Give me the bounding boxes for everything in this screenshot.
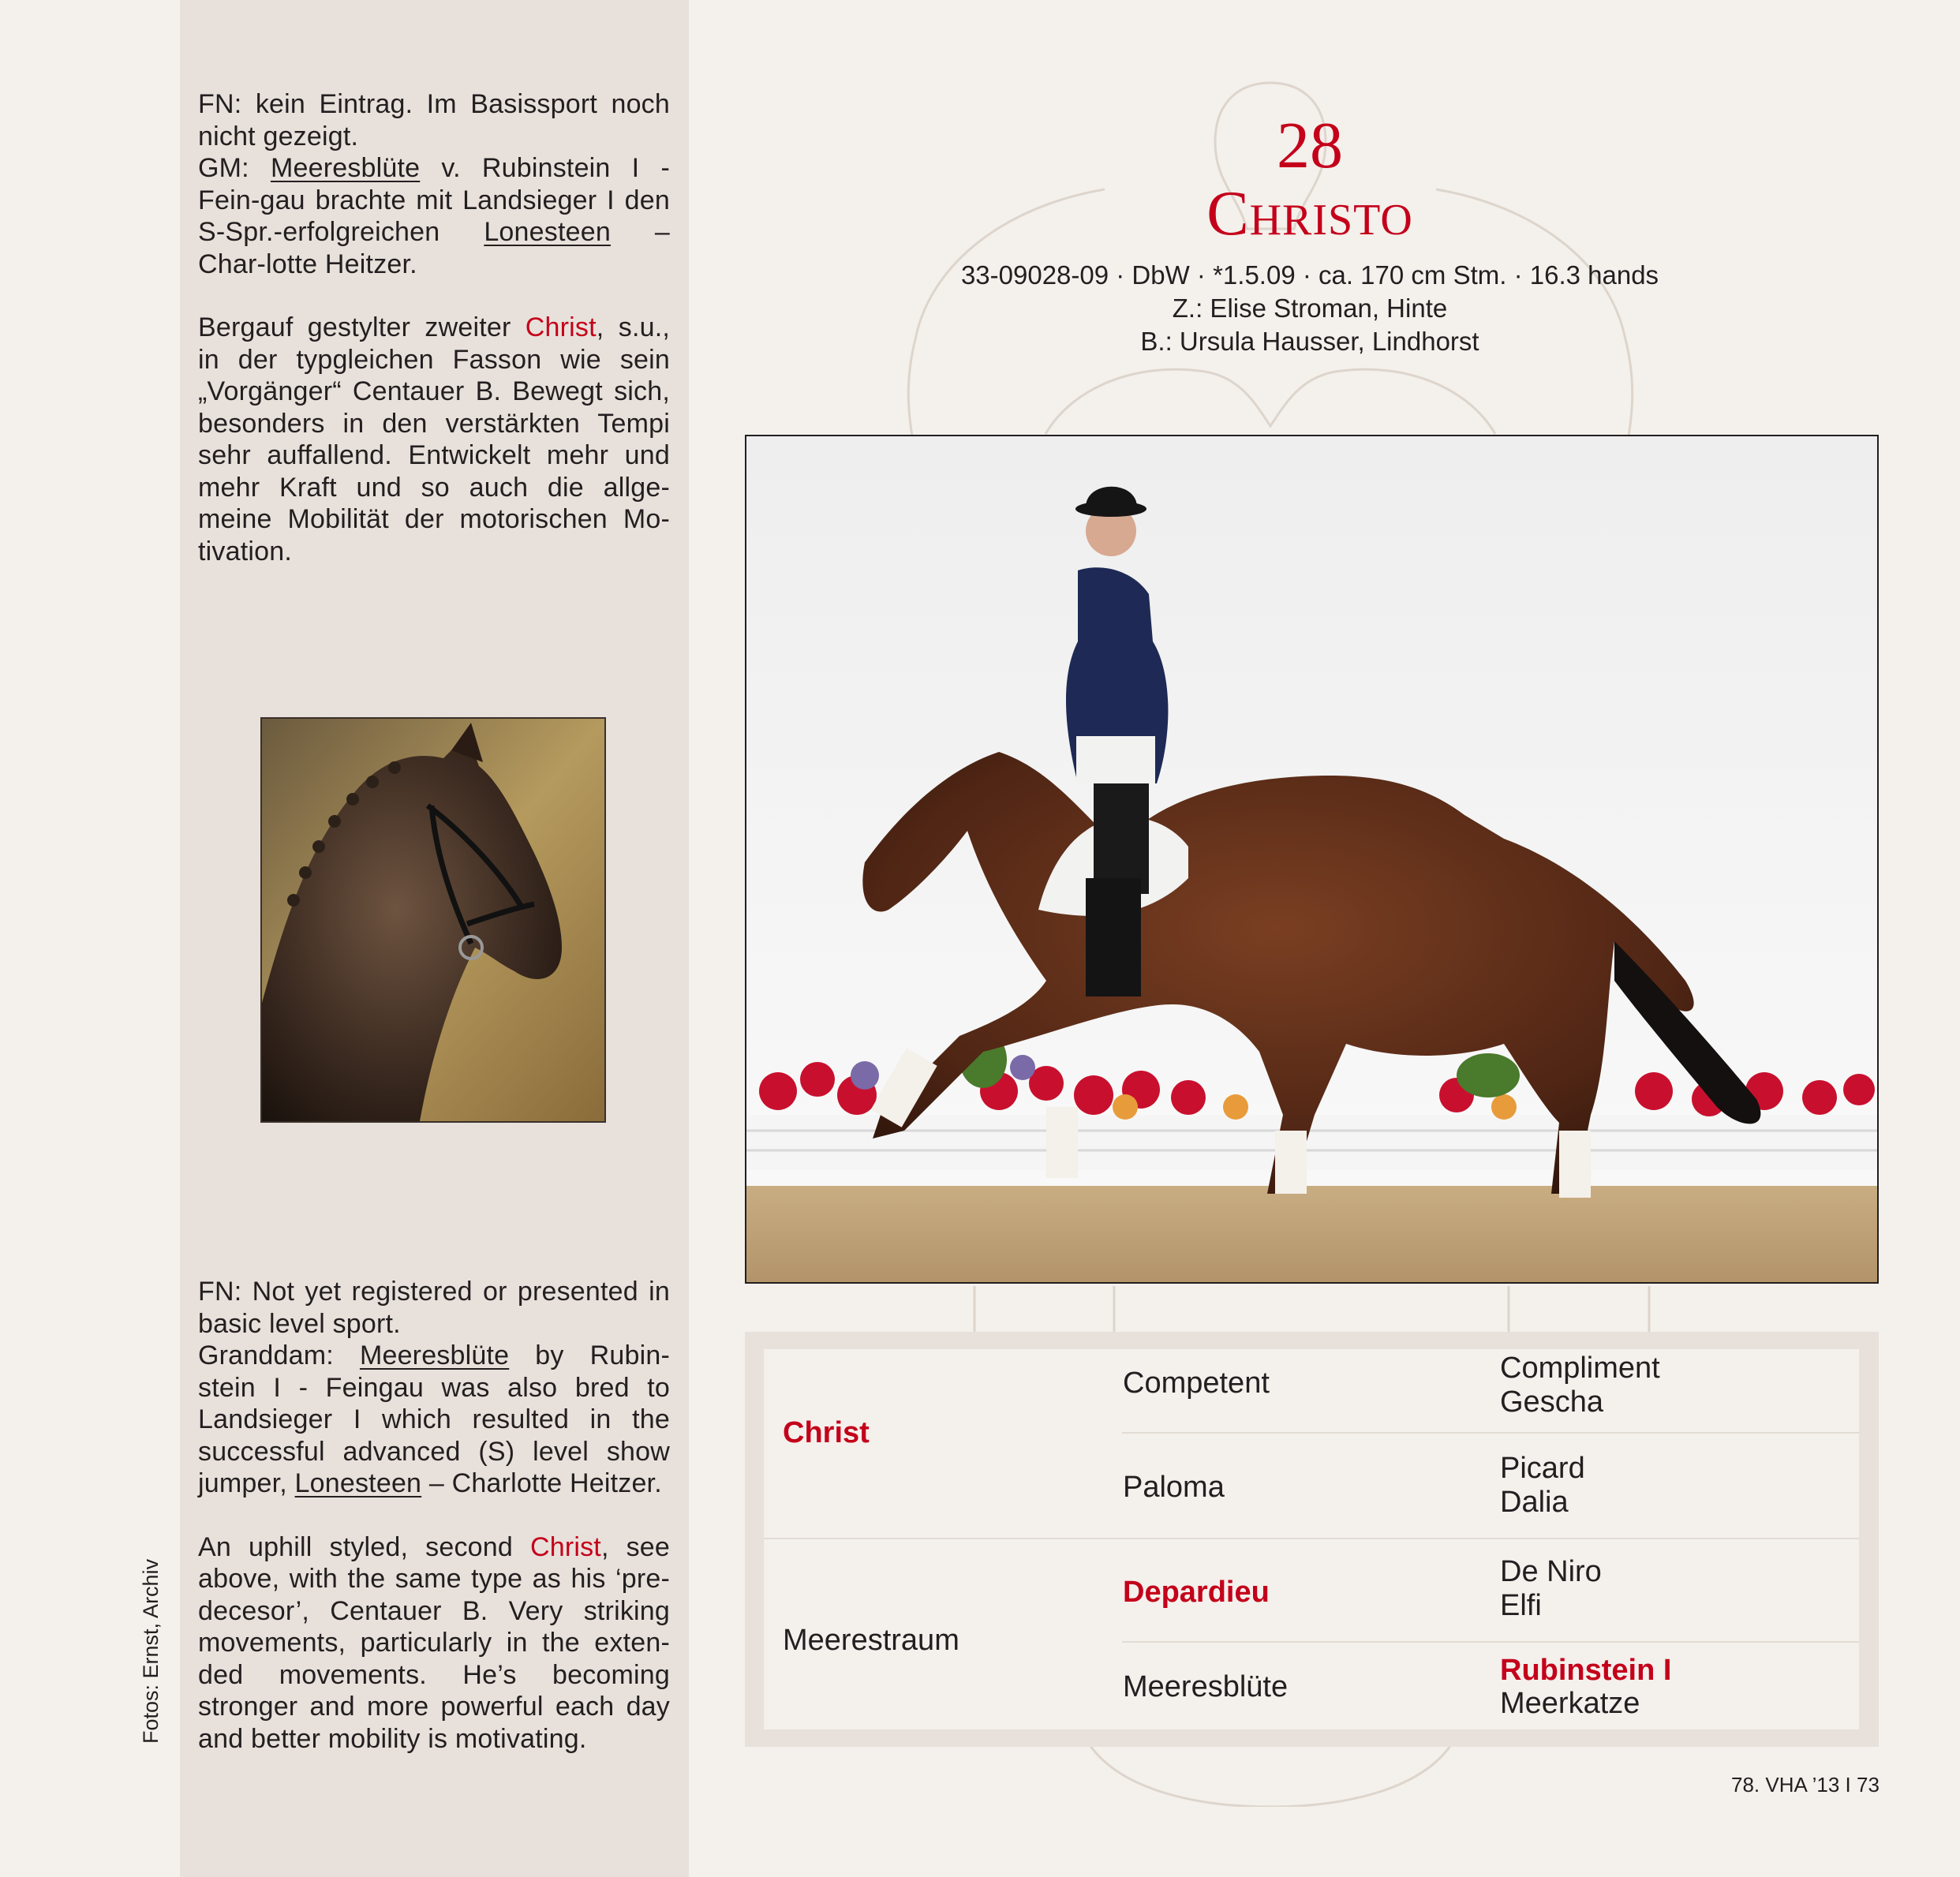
fn-line2: nicht gezeigt.: [198, 121, 359, 151]
pedigree-ddd: Meerkatze: [1500, 1687, 1640, 1720]
german-description: [198, 312, 670, 567]
pedigree-sss: Compliment: [1500, 1352, 1660, 1385]
pedigree-dam-sire: Depardieu: [1123, 1576, 1270, 1609]
christ-red: Christ: [525, 312, 597, 342]
granddam-paragraph: [198, 1340, 670, 1500]
pedigree-dam-dam: Meeresblüte: [1123, 1670, 1289, 1703]
gm-text1: v. Rubinstein I - Fein-gau brachte mit Landsieger I den S-Spr.-erfolgreichen: [198, 153, 670, 247]
horse-info: 33-09028-09 · DbW · *1.5.09 · ca. 170 cm Stm. · 16.3 hands: [960, 260, 1659, 290]
english-text: [198, 1276, 670, 1755]
pedigree-sds: Picard: [1500, 1452, 1585, 1485]
english-description: [198, 1531, 670, 1755]
en-desc-prefix: An uphill styled, second: [198, 1531, 530, 1562]
meeresbluete-link: Meeresblüte: [270, 153, 421, 183]
pedigree-divider: [1122, 1432, 1859, 1434]
owner: B.: Ursula Hausser, Lindhorst: [1140, 327, 1479, 356]
desc-text: , s.u., in der typgleichen Fasson wie sein „Vorgänger“ Centauer B. Bewegt sich, besonders in den verstärkten Tempi sehr auffallend. Entwickelt mehr und mehr Kraft und so auch die allge-meine Mobilität der motorischen Mo-tivation.: [198, 312, 670, 566]
pedigree-ssd: Gescha: [1500, 1385, 1603, 1419]
page-number: 78. VHA ’13 I 73: [1731, 1773, 1880, 1797]
gm-text2: – Char-lotte Heitzer.: [198, 217, 670, 279]
gd-text2: – Charlotte Heitzer.: [421, 1468, 662, 1498]
meeresbluete-link-en: Meeresblüte: [359, 1340, 510, 1370]
rider-horse-photo: [745, 435, 1879, 1284]
pedigree-sire-sire: Competent: [1123, 1367, 1270, 1400]
photo-credit: Fotos: Ernst, Archiv: [139, 1558, 163, 1744]
pedigree-table: [764, 1349, 1859, 1729]
gm-paragraph: [198, 152, 670, 280]
desc-prefix: Bergauf gestylter zweiter: [198, 312, 526, 342]
lonesteen-link-en: Lonesteen: [294, 1468, 422, 1498]
horse-name: Christo: [1206, 179, 1413, 249]
pedigree-divider: [1122, 1641, 1859, 1643]
pedigree-divider: [764, 1538, 1859, 1539]
pedigree-sire-dam: Paloma: [1123, 1471, 1225, 1504]
pedigree-dam: Meerestraum: [783, 1624, 959, 1657]
horse-number: 28: [1277, 109, 1343, 182]
horse-head-photo: [260, 717, 606, 1123]
german-text: [198, 88, 670, 567]
english-fn: FN: Not yet registered or presented in basic level sport.: [198, 1277, 670, 1339]
gd-prefix: Granddam:: [198, 1340, 360, 1370]
fn-line1: FN: kein Eintrag. Im Basissport noch: [198, 89, 670, 119]
pedigree-dss: De Niro: [1500, 1555, 1602, 1588]
en-desc-text: , see above, with the same type as his ‘pre-decesor’, Centauer B. Very striking movements, particularly in the exten-ded movements. He’s becoming stronger and more powerful each day and better mobility is motivating.: [198, 1531, 670, 1754]
pedigree-dsd: Elfi: [1500, 1589, 1542, 1622]
pedigree-dds: Rubinstein I: [1500, 1654, 1672, 1687]
christ-red-en: Christ: [529, 1531, 601, 1562]
pedigree-sdd: Dalia: [1500, 1486, 1569, 1519]
breeder: Z.: Elise Stroman, Hinte: [1172, 294, 1448, 323]
lonesteen-link: Lonesteen: [484, 217, 611, 247]
gd-text1: by Rubin-stein I - Feingau was also bred to Landsieger I which resulted in the successful advanced (S) level show jumper,: [198, 1340, 671, 1498]
gm-prefix: GM:: [198, 153, 271, 183]
pedigree-sire: Christ: [783, 1416, 870, 1449]
